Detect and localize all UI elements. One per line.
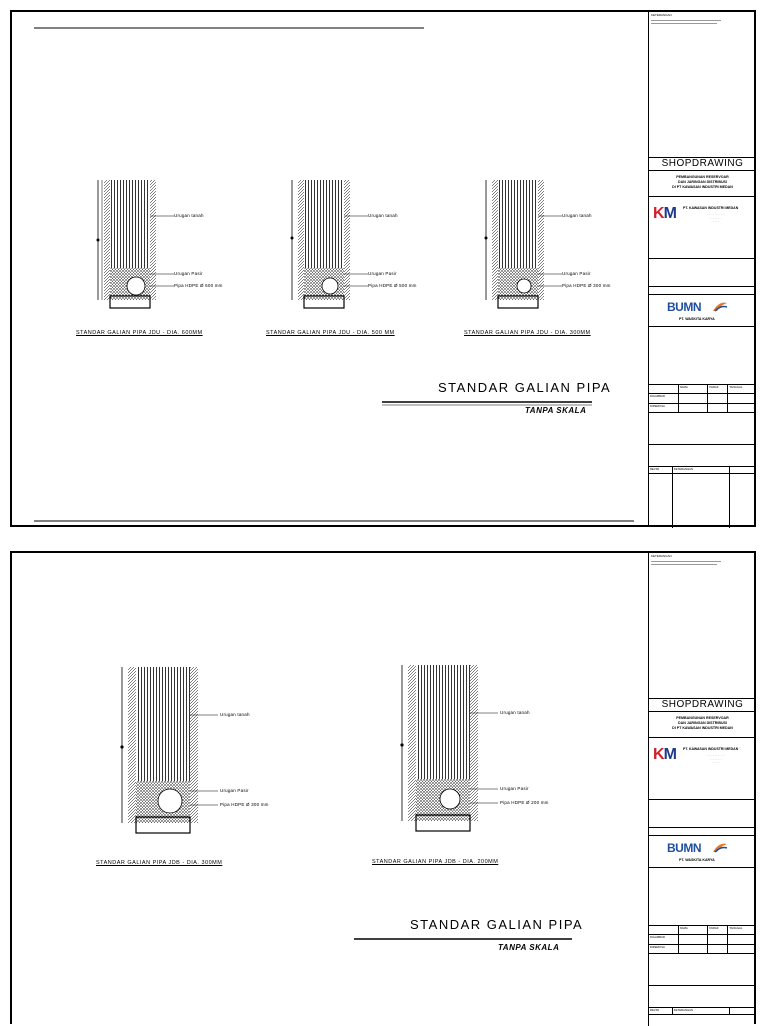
- contractor-label: [649, 828, 756, 836]
- trench-section-300: [485, 180, 563, 308]
- signature-box: [649, 868, 756, 926]
- callout-pipa-hdpe: Pipa HDPE Ø 300 mm: [220, 802, 269, 807]
- row-diperiksa: DIPERIKSA: [649, 945, 679, 954]
- keterangan-box: [649, 12, 756, 158]
- signature-table: [649, 385, 756, 413]
- section-caption: STANDAR GALIAN PIPA JDU - DIA. 600MM: [76, 330, 203, 336]
- callout-urugan-tanah: Urugan tanah: [500, 710, 530, 715]
- project-line: DI PT KAWASAN INDUSTRI MEDAN: [672, 185, 733, 189]
- drawing-sheet-2: [10, 551, 756, 1024]
- approval-box: [649, 259, 756, 287]
- trench-section-500: [291, 180, 369, 308]
- callout-pipa-hdpe: Pipa HDPE Ø 300 mm: [562, 283, 611, 288]
- revisi-label: REVISI: [649, 467, 673, 473]
- title-block: [648, 12, 756, 527]
- trench-section-jdb-200: [400, 665, 498, 831]
- company-address: · · · · · · · · · · · · · · · · · · · · · · · · · ·: [706, 754, 726, 765]
- callout-urugan-pasir: Urugan Pasir: [562, 271, 591, 276]
- row-digambar: DIGAMBAR: [649, 394, 679, 403]
- drawing-sheet-1: [10, 10, 756, 527]
- callout-urugan-tanah: Urugan tanah: [220, 712, 250, 717]
- callout-pipa-hdpe: Pipa HDPE Ø 200 mm: [500, 800, 549, 805]
- callout-urugan-tanah: Urugan tanah: [174, 213, 204, 218]
- row-digambar: DIGAMBAR: [649, 935, 679, 944]
- project-name-box: [649, 712, 756, 738]
- shopdrawing-label: SHOPDRAWING: [649, 699, 756, 712]
- scale-box: [649, 445, 756, 467]
- signature-table: [649, 926, 756, 954]
- contractor-logo-box: [649, 295, 756, 327]
- drawing-number-box: [649, 413, 756, 445]
- waskita-logo-icon: [711, 299, 729, 313]
- callout-urugan-pasir: Urugan Pasir: [220, 788, 249, 793]
- company-name: PT. KAWASAN INDUSTRI MEDAN: [683, 206, 739, 210]
- kim-logo: KM: [653, 205, 676, 222]
- owner-logo-box: [649, 197, 756, 259]
- project-line: DAN JARINGAN DISTRIBUSI: [678, 721, 727, 725]
- revisi-keterangan: KETERANGAN: [673, 467, 730, 473]
- callout-pipa-hdpe: Pipa HDPE Ø 500 mm: [368, 283, 417, 288]
- project-line: DI PT KAWASAN INDUSTRI MEDAN: [672, 726, 733, 730]
- title-block: [648, 553, 756, 1026]
- callout-urugan-pasir: Urugan Pasir: [500, 786, 529, 791]
- drawing-scale-note: TANPA SKALA: [525, 406, 587, 415]
- callout-urugan-pasir: Urugan Pasir: [174, 271, 203, 276]
- section-caption: STANDAR GALIAN PIPA JDU - DIA. 500 MM: [266, 330, 395, 336]
- revisi-keterangan: KETERANGAN: [673, 1008, 730, 1014]
- bumn-logo: BUMN: [667, 841, 701, 855]
- section-caption: STANDAR GALIAN PIPA JDB - DIA. 300MM: [96, 860, 223, 866]
- keterangan-box: [649, 553, 756, 699]
- contractor-name: PT. WASKITA KARYA: [679, 858, 715, 862]
- company-address: · · · · · · · · · · · · · · · · · · · · · · · · · ·: [706, 213, 726, 224]
- drawing-number-box: [649, 954, 756, 986]
- callout-pipa-hdpe: Pipa HDPE Ø 600 mm: [174, 283, 223, 288]
- callout-urugan-pasir: Urugan Pasir: [368, 271, 397, 276]
- col-tanggal: TANGGAL: [729, 385, 743, 389]
- project-name-box: [649, 171, 756, 197]
- col-paraf: PARAF: [708, 385, 728, 393]
- project-line: PEMBANGUNAN RESERVOAR: [676, 175, 729, 179]
- callout-urugan-tanah: Urugan tanah: [368, 213, 398, 218]
- col-nama: NAMA: [679, 926, 709, 934]
- col-tanggal: TANGGAL: [729, 926, 743, 930]
- section-caption: STANDAR GALIAN PIPA JDU - DIA. 300MM: [464, 330, 591, 336]
- section-caption: STANDAR GALIAN PIPA JDB - DIA. 200MM: [372, 859, 499, 865]
- drawing-title: STANDAR GALIAN PIPA: [438, 380, 612, 395]
- keterangan-label: KETERANGAN: [651, 13, 672, 17]
- project-line: PEMBANGUNAN RESERVOAR: [676, 716, 729, 720]
- revision-box: [649, 1008, 756, 1026]
- col-paraf: PARAF: [708, 926, 728, 934]
- signature-box: [649, 327, 756, 385]
- sheet-2-drawing: [12, 553, 648, 1026]
- drawing-scale-note: TANPA SKALA: [498, 943, 560, 952]
- drawing-title: STANDAR GALIAN PIPA: [410, 917, 584, 932]
- contractor-logo-box: [649, 836, 756, 868]
- scale-box: [649, 986, 756, 1008]
- row-diperiksa: DIPERIKSA: [649, 404, 679, 413]
- company-name: PT. KAWASAN INDUSTRI MEDAN: [683, 747, 739, 751]
- trench-section-600: [97, 180, 175, 308]
- project-line: DAN JARINGAN DISTRIBUSI: [678, 180, 727, 184]
- keterangan-label: KETERANGAN: [651, 554, 672, 558]
- approval-box: [649, 800, 756, 828]
- contractor-name: PT. WASKITA KARYA: [679, 317, 715, 321]
- callout-urugan-tanah: Urugan tanah: [562, 213, 592, 218]
- revision-box: [649, 467, 756, 527]
- bumn-logo: BUMN: [667, 300, 701, 314]
- owner-logo-box: [649, 738, 756, 800]
- shopdrawing-label: SHOPDRAWING: [649, 158, 756, 171]
- revisi-label: REVISI: [649, 1008, 673, 1014]
- sheet-1-drawing: [12, 12, 648, 527]
- col-nama: NAMA: [679, 385, 709, 393]
- contractor-label: [649, 287, 756, 295]
- kim-logo: KM: [653, 746, 676, 763]
- waskita-logo-icon: [711, 840, 729, 854]
- trench-section-jdb-300: [120, 667, 218, 833]
